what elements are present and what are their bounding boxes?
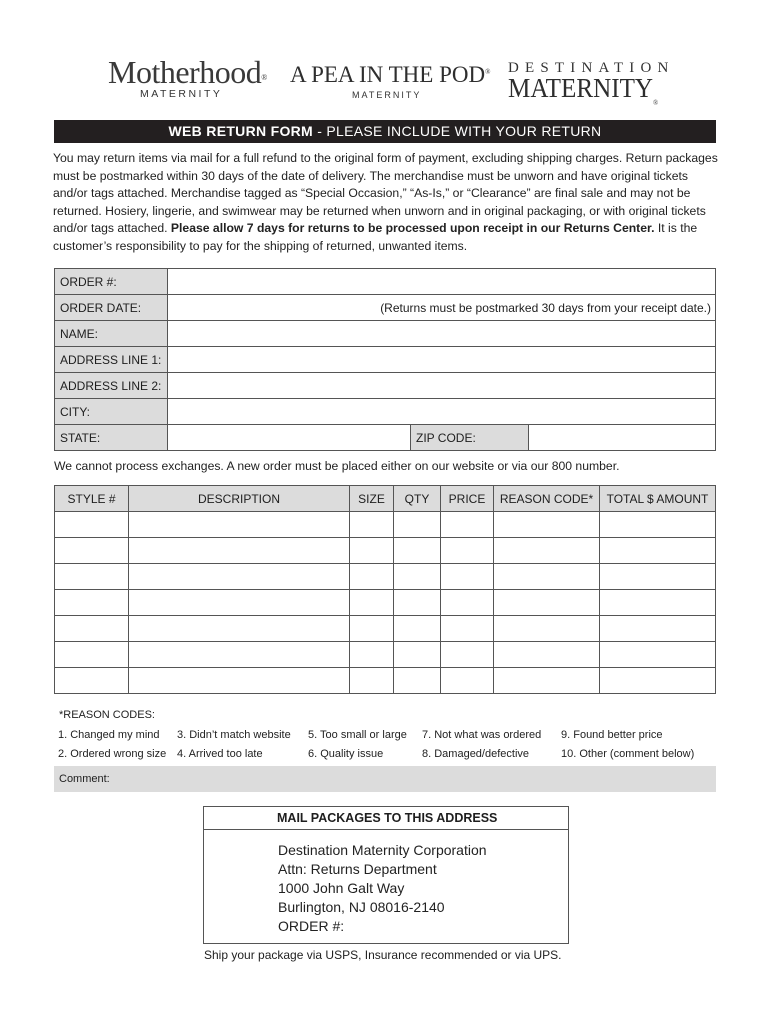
item-cell[interactable] <box>55 512 129 538</box>
item-row <box>55 590 716 616</box>
mail-line: ORDER #: <box>278 918 345 934</box>
item-cell[interactable] <box>441 564 494 590</box>
form-title: WEB RETURN FORM - PLEASE INCLUDE WITH YOUR RETURN <box>54 120 716 143</box>
item-cell[interactable] <box>129 668 350 694</box>
name-label: NAME: <box>55 321 168 347</box>
motherhood-logo-sub: MATERNITY <box>140 88 223 100</box>
item-cell[interactable] <box>494 538 600 564</box>
item-cell[interactable] <box>129 538 350 564</box>
intro-paragraph: You may return items via mail for a full refund to the original form of payment, excluding shipping charges. Return packages must be postmarked within 30 days of the date of delivery. The merchandise must be unworn and have original tickets and/or tags attached. Merchandise tagged as “Special Occasion,” “As-Is,” or “Clearance” are final sale and may not be returned. Hosiery, lingerie, and swimwear may be returned when unworn and in original packaging, or with original tickets and/or tags attached. Please allow 7 days for returns to be processed upon receipt in our Returns Center. It is the customer’s responsibility to pay for the shipping of returned, unwanted items. <box>53 151 718 253</box>
reason-code: 8. Damaged/defective <box>422 748 530 760</box>
col-reason-code: REASON CODE* <box>494 486 600 512</box>
item-cell[interactable] <box>441 616 494 642</box>
city-field[interactable] <box>168 399 716 425</box>
state-field[interactable] <box>168 425 411 451</box>
mail-heading: MAIL PACKAGES TO THIS ADDRESS <box>204 807 568 830</box>
item-cell[interactable] <box>494 590 600 616</box>
pea-in-the-pod-logo-sub: MATERNITY <box>352 90 422 100</box>
order-date-row <box>55 295 716 321</box>
item-cell[interactable] <box>394 564 441 590</box>
item-cell[interactable] <box>350 512 394 538</box>
zip-label: ZIP CODE: <box>411 425 529 451</box>
item-cell[interactable] <box>441 590 494 616</box>
items-table <box>54 485 716 694</box>
items-header-row <box>55 486 716 512</box>
item-cell[interactable] <box>129 642 350 668</box>
item-cell[interactable] <box>55 538 129 564</box>
item-cell[interactable] <box>600 512 716 538</box>
col-total: TOTAL $ AMOUNT <box>600 486 716 512</box>
item-cell[interactable] <box>494 616 600 642</box>
motherhood-logo: Motherhood® <box>108 54 267 90</box>
col-price: PRICE <box>441 486 494 512</box>
reason-code: 3. Didn’t match website <box>177 729 291 741</box>
item-cell[interactable] <box>441 538 494 564</box>
item-cell[interactable] <box>394 512 441 538</box>
reason-code: 9. Found better price <box>561 729 663 741</box>
item-cell[interactable] <box>394 590 441 616</box>
reason-codes-header: *REASON CODES: <box>59 709 155 721</box>
destination-maternity-logo-top: DESTINATION <box>508 60 675 76</box>
item-cell[interactable] <box>441 642 494 668</box>
item-cell[interactable] <box>494 642 600 668</box>
item-row <box>55 564 716 590</box>
item-cell[interactable] <box>600 590 716 616</box>
item-cell[interactable] <box>55 668 129 694</box>
item-cell[interactable] <box>55 616 129 642</box>
address2-label: ADDRESS LINE 2: <box>55 373 168 399</box>
reason-code: 1. Changed my mind <box>58 729 160 741</box>
address1-field[interactable] <box>168 347 716 373</box>
item-cell[interactable] <box>600 538 716 564</box>
item-cell[interactable] <box>129 616 350 642</box>
reason-code: 2. Ordered wrong size <box>58 748 167 760</box>
mail-address-box <box>203 806 569 944</box>
item-cell[interactable] <box>494 512 600 538</box>
reason-code: 7. Not what was ordered <box>422 729 542 741</box>
item-cell[interactable] <box>600 642 716 668</box>
item-row <box>55 668 716 694</box>
address1-label: ADDRESS LINE 1: <box>55 347 168 373</box>
col-qty: QTY <box>394 486 441 512</box>
city-row <box>55 399 716 425</box>
item-row <box>55 512 716 538</box>
order-date-note: (Returns must be postmarked 30 days from your receipt date.) <box>380 300 711 315</box>
name-row <box>55 321 716 347</box>
mail-line: Destination Maternity Corporation <box>278 842 487 858</box>
destination-maternity-logo: MATERNITY® <box>508 73 659 107</box>
pea-in-the-pod-logo: A PEA IN THE POD® <box>290 62 491 87</box>
item-cell[interactable] <box>494 564 600 590</box>
mail-address <box>278 841 487 936</box>
comment-field[interactable] <box>54 766 716 792</box>
order-number-label: ORDER #: <box>55 269 168 295</box>
item-cell[interactable] <box>350 616 394 642</box>
address2-field[interactable] <box>168 373 716 399</box>
order-date-label: ORDER DATE: <box>55 295 168 321</box>
item-cell[interactable] <box>350 538 394 564</box>
item-cell[interactable] <box>600 564 716 590</box>
exchange-note: We cannot process exchanges. A new order must be placed either on our website or via our 800 number. <box>54 459 620 473</box>
name-field[interactable] <box>168 321 716 347</box>
item-cell[interactable] <box>350 590 394 616</box>
mail-line: Attn: Returns Department <box>278 861 437 877</box>
zip-field[interactable] <box>529 425 716 451</box>
item-cell[interactable] <box>394 538 441 564</box>
item-row <box>55 538 716 564</box>
city-label: CITY: <box>55 399 168 425</box>
item-cell[interactable] <box>55 642 129 668</box>
item-cell[interactable] <box>441 668 494 694</box>
item-cell[interactable] <box>350 564 394 590</box>
reason-code: 10. Other (comment below) <box>561 748 695 760</box>
item-cell[interactable] <box>394 616 441 642</box>
item-cell[interactable] <box>129 564 350 590</box>
item-cell[interactable] <box>350 668 394 694</box>
item-row <box>55 616 716 642</box>
order-date-field[interactable] <box>168 295 716 321</box>
mail-line: Burlington, NJ 08016-2140 <box>278 899 445 915</box>
order-number-row <box>55 269 716 295</box>
customer-info-table <box>54 268 716 451</box>
col-size: SIZE <box>350 486 394 512</box>
item-cell[interactable] <box>350 642 394 668</box>
item-cell[interactable] <box>394 668 441 694</box>
item-cell[interactable] <box>129 590 350 616</box>
address1-row <box>55 347 716 373</box>
address2-row <box>55 373 716 399</box>
item-cell[interactable] <box>129 512 350 538</box>
item-cell[interactable] <box>394 642 441 668</box>
order-number-field[interactable] <box>168 269 716 295</box>
col-style: STYLE # <box>55 486 129 512</box>
item-cell[interactable] <box>494 668 600 694</box>
reason-codes-row-2 <box>54 745 716 765</box>
item-row <box>55 642 716 668</box>
mail-line: 1000 John Galt Way <box>278 880 405 896</box>
reason-codes-row-1 <box>54 726 716 746</box>
reason-code: 5. Too small or large <box>308 729 407 741</box>
shipping-note: Ship your package via USPS, Insurance recommended or via UPS. <box>204 948 562 962</box>
comment-label: Comment: <box>59 773 110 785</box>
reason-code: 4. Arrived too late <box>177 748 263 760</box>
item-cell[interactable] <box>55 590 129 616</box>
col-description: DESCRIPTION <box>129 486 350 512</box>
state-zip-row <box>55 425 716 451</box>
item-cell[interactable] <box>600 668 716 694</box>
item-cell[interactable] <box>55 564 129 590</box>
state-label: STATE: <box>55 425 168 451</box>
item-cell[interactable] <box>441 512 494 538</box>
reason-code: 6. Quality issue <box>308 748 384 760</box>
item-cell[interactable] <box>600 616 716 642</box>
